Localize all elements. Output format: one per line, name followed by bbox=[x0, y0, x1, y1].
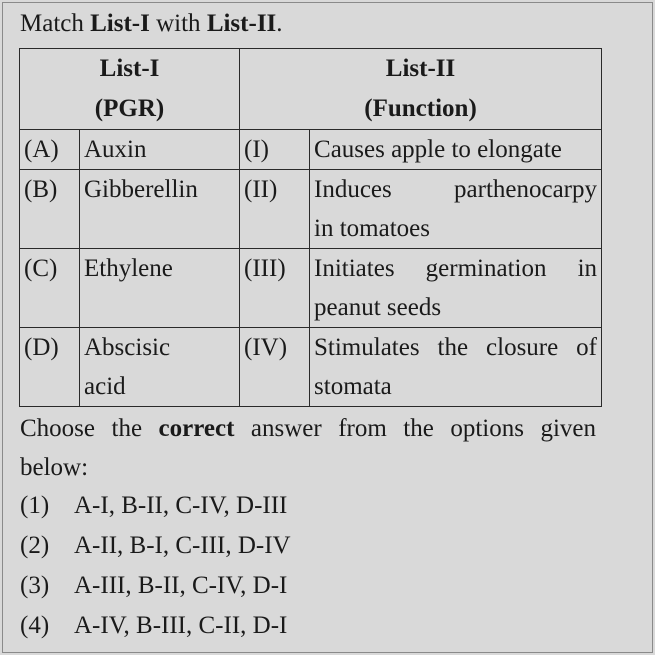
option-number: (4) bbox=[20, 612, 50, 639]
instruction-after: answer from the options given bbox=[234, 415, 596, 442]
answer-options bbox=[20, 486, 291, 646]
instruction-bold: correct bbox=[158, 415, 235, 442]
list1-header-subtitle: (PGR) bbox=[94, 95, 165, 122]
function-line: stomata bbox=[314, 373, 392, 400]
row-key: (C) bbox=[20, 249, 80, 328]
row-item: Gibberellin bbox=[80, 170, 240, 249]
item-line: acid bbox=[84, 373, 126, 400]
option-2[interactable] bbox=[20, 526, 291, 566]
list2-header-subtitle: (Function) bbox=[364, 95, 477, 122]
heading-prefix: Match bbox=[20, 10, 91, 37]
option-1[interactable] bbox=[20, 486, 291, 526]
function-line: Induces parthenocarpy bbox=[314, 176, 598, 203]
row-item: Ethylene bbox=[80, 249, 240, 328]
row-item bbox=[80, 328, 240, 407]
row-item: Auxin bbox=[80, 130, 240, 170]
option-text: A-I, B-II, C-IV, D-III bbox=[74, 492, 288, 519]
row-key: (D) bbox=[20, 328, 80, 407]
item-line: Abscisic bbox=[84, 334, 171, 361]
function-line: peanut seeds bbox=[314, 294, 442, 321]
row-key: (A) bbox=[20, 130, 80, 170]
heading-suffix: . bbox=[276, 10, 283, 37]
list1-header-title: List-I bbox=[99, 55, 160, 82]
option-number: (3) bbox=[20, 572, 50, 599]
row-function bbox=[310, 328, 602, 407]
function-line: in tomatoes bbox=[314, 215, 430, 242]
table-row bbox=[20, 328, 602, 407]
row-function bbox=[310, 130, 602, 170]
option-text: A-IV, B-III, C-II, D-I bbox=[74, 612, 288, 639]
instruction-line-1 bbox=[20, 409, 596, 448]
option-number: (1) bbox=[20, 492, 50, 519]
table-row bbox=[20, 130, 602, 170]
match-table bbox=[19, 48, 602, 407]
row-function bbox=[310, 170, 602, 249]
heading-middle: with bbox=[149, 10, 207, 37]
instruction-before: Choose the bbox=[20, 415, 159, 442]
table-row bbox=[20, 249, 602, 328]
option-number: (2) bbox=[20, 532, 50, 559]
option-text: A-II, B-I, C-III, D-IV bbox=[74, 532, 291, 559]
table-header-row bbox=[20, 49, 602, 130]
option-3[interactable] bbox=[20, 566, 291, 606]
row-num: (I) bbox=[240, 130, 310, 170]
instruction-text bbox=[20, 409, 596, 487]
list1-header bbox=[20, 49, 240, 130]
heading-list2: List-II bbox=[206, 10, 277, 37]
function-line: Stimulates the closure of bbox=[314, 334, 598, 361]
row-function bbox=[310, 249, 602, 328]
question-heading bbox=[20, 9, 283, 39]
row-key: (B) bbox=[20, 170, 80, 249]
option-text: A-III, B-II, C-IV, D-I bbox=[74, 572, 288, 599]
row-num: (IV) bbox=[240, 328, 310, 407]
instruction-line-2: below: bbox=[20, 454, 89, 481]
function-line: Causes apple to elongate bbox=[314, 136, 562, 163]
list2-header-title: List-II bbox=[385, 55, 456, 82]
function-line: Initiates germination in bbox=[314, 255, 598, 282]
heading-list1: List-I bbox=[90, 10, 150, 37]
list2-header bbox=[240, 49, 602, 130]
option-4[interactable] bbox=[20, 606, 291, 646]
table-row bbox=[20, 170, 602, 249]
row-num: (II) bbox=[240, 170, 310, 249]
row-num: (III) bbox=[240, 249, 310, 328]
